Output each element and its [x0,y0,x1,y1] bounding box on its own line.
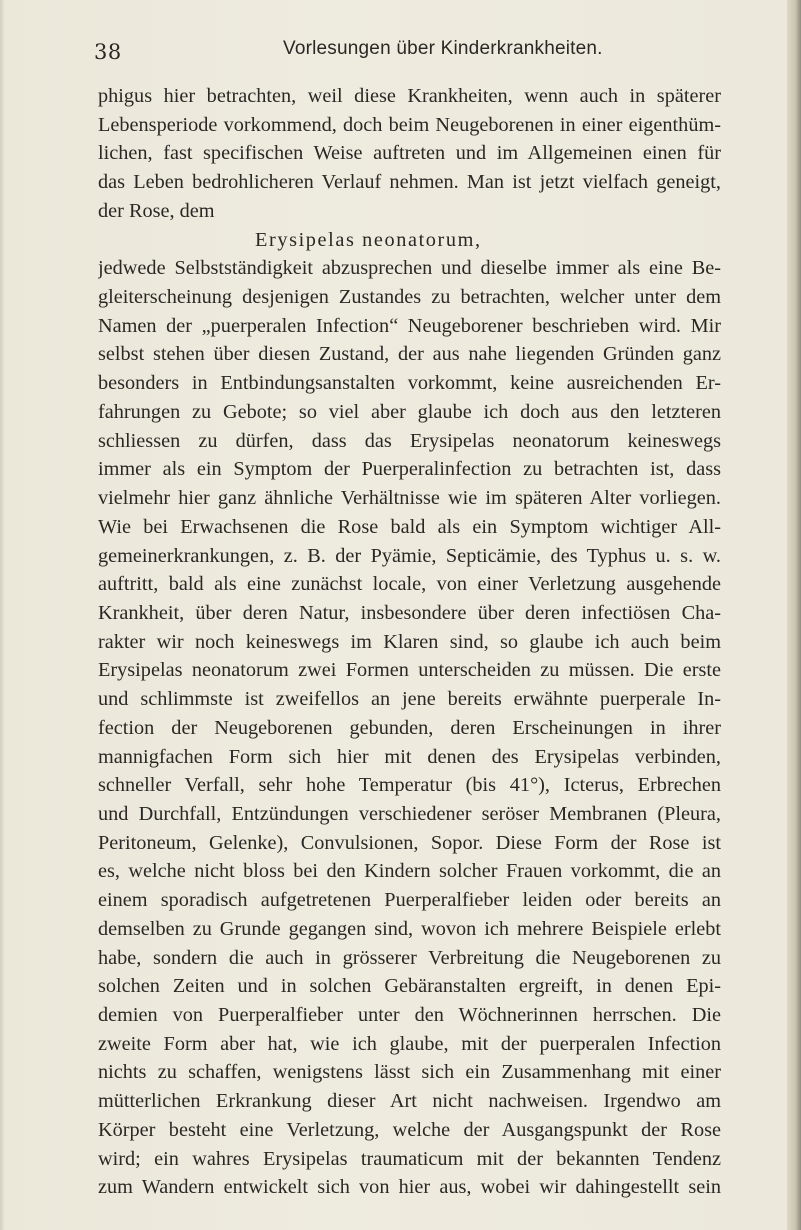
text-line: einem sporadisch aufgetretenen Puerperalfieber leiden oder bereits an [98,889,721,912]
text-line: zum Wandern entwickelt sich von hier aus, wobei wir dahingestellt sein [98,1176,721,1199]
text-line: solchen Zeiten und in solchen Gebäranstalten ergreift, in denen Epi- [98,975,721,998]
text-line: Körper besteht eine Verletzung, welche der Ausgangspunkt der Rose [98,1118,721,1141]
page-left-shadow [0,0,5,1230]
text-line: immer als ein Symptom der Puerperalinfection zu betrachten ist, dass [98,458,721,481]
text-line: mannigfachen Form sich hier mit denen des Erysipelas verbinden, [98,745,721,768]
text-line: lichen, fast specifischen Weise auftreten und im Allgemeinen einen für [98,142,721,165]
text-line: gemeinerkrankungen, z. B. der Pyämie, Septicämie, des Typhus u. s. w. [98,544,721,567]
text-line: es, welche nicht bloss bei den Kindern solcher Frauen vorkommt, die an [98,860,721,883]
running-head [94,34,714,64]
text-line: Namen der „puerperalen Infection“ Neugeborener beschrieben wird. Mir [98,314,721,337]
text-line: und schlimmste ist zweifellos an jene bereits erwähnte puerperale In- [98,688,721,711]
page-binding-edge [787,0,801,1230]
text-line: phigus hier betrachten, weil diese Krankheiten, wenn auch in späterer [98,85,721,107]
text-line: Erysipelas neonatorum zwei Formen unterscheiden zu müssen. Die erste [98,659,721,682]
text-line: fection der Neugeborenen gebunden, deren Erscheinungen in ihrer [98,716,721,739]
text-line: wird; ein wahres Erysipelas traumaticum mit der bekannten Tendenz [98,1147,721,1170]
running-head-title: Vorlesungen über Kinderkrankheiten. [283,38,603,59]
text-line: das Leben bedrohlicheren Verlauf nehmen. Man ist jetzt vielfach geneigt, [98,171,721,194]
section-heading: Erysipelas neonatorum, [255,228,482,251]
text-line: schneller Verfall, sehr hohe Temperatur (bis 41°), Icterus, Erbrechen [98,774,721,797]
page-number: 38 [94,40,122,64]
text-line: zweite Form aber hat, wie ich glaube, mit der puerperalen Infection [98,1032,721,1055]
text-line: schliessen zu dürfen, dass das Erysipelas neonatorum keineswegs [98,429,721,452]
text-line: und Durchfall, Entzündungen verschiedener seröser Membranen (Pleura, [98,802,721,825]
text-line: Peritoneum, Gelenke), Convulsionen, Sopor. Diese Form der Rose ist [98,831,721,854]
text-line: vielmehr hier ganz ähnliche Verhältnisse wie im späteren Alter vorliegen. [98,487,721,510]
text-line: fahrungen zu Gebote; so viel aber glaube ich doch aus den letzteren [98,400,721,423]
text-line: demselben zu Grunde gegangen sind, wovon ich mehrere Beispiele erlebt [98,917,721,940]
text-line: selbst stehen über diesen Zustand, der aus nahe liegenden Gründen ganz [98,343,721,366]
text-line: mütterlichen Erkrankung dieser Art nicht nachweisen. Irgendwo am [98,1090,721,1113]
text-line: gleiterscheinung desjenigen Zustandes zu betrachten, welcher unter dem [98,286,721,309]
text-line: nichts zu schaffen, wenigstens lässt sich ein Zusammenhang mit einer [98,1061,721,1084]
text-line: habe, sondern die auch in grösserer Verbreitung die Neugeborenen zu [98,946,721,969]
text-line: der Rose, dem [98,199,215,222]
text-line: Wie bei Erwachsenen die Rose bald als ein Symptom wichtiger All- [98,515,721,538]
body-text [98,82,721,1202]
text-line: Krankheit, über deren Natur, insbesondere über deren infectiösen Cha- [98,601,721,624]
text-line: Lebensperiode vorkommend, doch beim Neugeborenen in einer eigenthüm- [98,113,721,136]
text-line: rakter wir noch keineswegs im Klaren sind, so glaube ich auch beim [98,630,721,653]
text-line: demien von Puerperalfieber unter den Wöchnerinnen herrschen. Die [98,1004,721,1026]
text-line: besonders in Entbindungsanstalten vorkommt, keine ausreichenden Er- [98,372,721,395]
text-line: auftritt, bald als eine zunächst locale, von einer Verletzung ausgehende [98,573,721,596]
text-line: jedwede Selbstständigkeit abzusprechen und dieselbe immer als eine Be- [98,257,721,280]
